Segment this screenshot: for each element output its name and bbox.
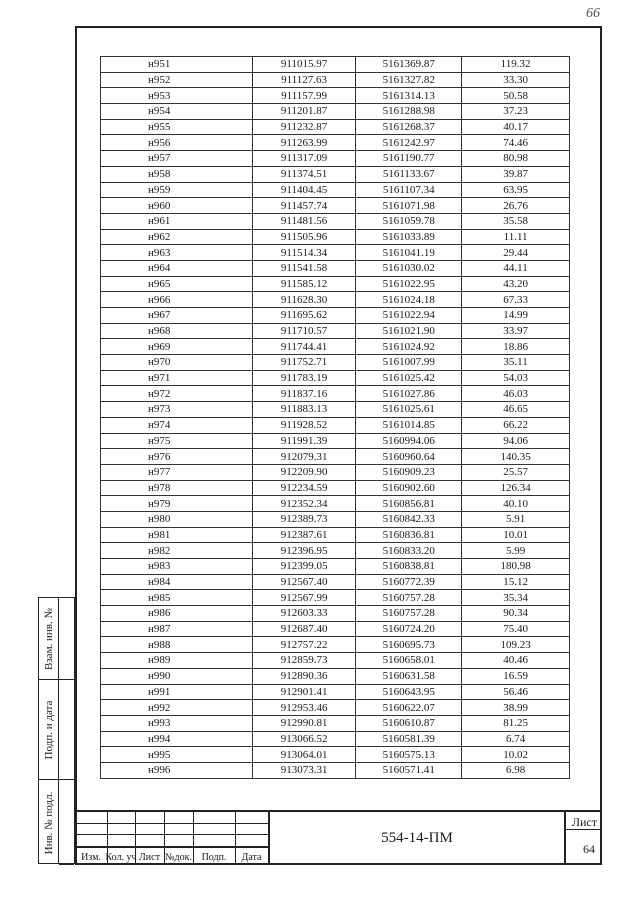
cell-x-coordinate: 912352.34 <box>252 496 355 512</box>
cell-distance: 38.99 <box>462 700 570 716</box>
cell-point-id: н970 <box>101 355 253 371</box>
cell-x-coordinate: 911744.41 <box>252 339 355 355</box>
cell-x-coordinate: 911837.16 <box>252 386 355 402</box>
cell-point-id: н963 <box>101 245 253 261</box>
cell-distance: 14.99 <box>462 308 570 324</box>
cell-y-coordinate: 5160838.81 <box>356 559 462 575</box>
cell-distance: 35.11 <box>462 355 570 371</box>
cell-y-coordinate: 5160571.41 <box>356 762 462 778</box>
sheet-number: 64 <box>583 842 595 856</box>
table-row <box>101 151 570 167</box>
cell-y-coordinate: 5160836.81 <box>356 527 462 543</box>
cell-point-id: н992 <box>101 700 253 716</box>
cell-x-coordinate: 912990.81 <box>252 715 355 731</box>
sheet-box <box>564 812 602 865</box>
cell-distance: 67.33 <box>462 292 570 308</box>
cell-y-coordinate: 5161025.42 <box>356 370 462 386</box>
cell-distance: 29.44 <box>462 245 570 261</box>
table-row <box>101 433 570 449</box>
table-row <box>101 574 570 590</box>
cell-distance: 35.58 <box>462 213 570 229</box>
side-blank-1 <box>59 598 74 680</box>
cell-x-coordinate: 913064.01 <box>252 747 355 763</box>
cell-distance: 18.86 <box>462 339 570 355</box>
cell-y-coordinate: 5160631.58 <box>356 668 462 684</box>
cell-y-coordinate: 5161369.87 <box>356 57 462 73</box>
table-row <box>101 527 570 543</box>
table-row <box>101 731 570 747</box>
cell-distance: 119.32 <box>462 57 570 73</box>
cell-distance: 5.91 <box>462 511 570 527</box>
cell-x-coordinate: 912234.59 <box>252 480 355 496</box>
cell-x-coordinate: 911514.34 <box>252 245 355 261</box>
table-row <box>101 104 570 120</box>
cell-y-coordinate: 5161071.98 <box>356 198 462 214</box>
cell-distance: 46.03 <box>462 386 570 402</box>
cell-y-coordinate: 5160757.28 <box>356 606 462 622</box>
cell-point-id: н954 <box>101 104 253 120</box>
cell-y-coordinate: 5161327.82 <box>356 72 462 88</box>
table-row <box>101 119 570 135</box>
cell-y-coordinate: 5160724.20 <box>356 621 462 637</box>
cell-x-coordinate: 912603.33 <box>252 606 355 622</box>
cell-distance: 33.30 <box>462 72 570 88</box>
cell-y-coordinate: 5160622.07 <box>356 700 462 716</box>
cell-y-coordinate: 5161242.97 <box>356 135 462 151</box>
cell-y-coordinate: 5161030.02 <box>356 260 462 276</box>
table-row <box>101 417 570 433</box>
cell-distance: 6.98 <box>462 762 570 778</box>
cell-x-coordinate: 913073.31 <box>252 762 355 778</box>
cell-y-coordinate: 5161022.94 <box>356 308 462 324</box>
cell-point-id: н994 <box>101 731 253 747</box>
cell-x-coordinate: 912890.36 <box>252 668 355 684</box>
cell-y-coordinate: 5160575.13 <box>356 747 462 763</box>
cell-y-coordinate: 5161288.98 <box>356 104 462 120</box>
cell-distance: 39.87 <box>462 166 570 182</box>
cell-distance: 56.46 <box>462 684 570 700</box>
cell-point-id: н956 <box>101 135 253 151</box>
cell-point-id: н971 <box>101 370 253 386</box>
table-row <box>101 355 570 371</box>
table-row <box>101 747 570 763</box>
cell-x-coordinate: 912687.40 <box>252 621 355 637</box>
cell-distance: 66.22 <box>462 417 570 433</box>
cell-point-id: н976 <box>101 449 253 465</box>
cell-y-coordinate: 5161190.77 <box>356 151 462 167</box>
table-row <box>101 260 570 276</box>
stamp-row-line-3 <box>75 846 268 848</box>
cell-point-id: н958 <box>101 166 253 182</box>
cell-point-id: н977 <box>101 464 253 480</box>
cell-y-coordinate: 5161027.86 <box>356 386 462 402</box>
cell-y-coordinate: 5160757.28 <box>356 590 462 606</box>
table-row <box>101 386 570 402</box>
cell-distance: 35.34 <box>462 590 570 606</box>
cell-x-coordinate: 912399.05 <box>252 559 355 575</box>
cell-distance: 6.74 <box>462 731 570 747</box>
cell-x-coordinate: 911157.99 <box>252 88 355 104</box>
table-row <box>101 166 570 182</box>
cell-distance: 37.23 <box>462 104 570 120</box>
table-row <box>101 72 570 88</box>
table-row <box>101 637 570 653</box>
cell-distance: 40.10 <box>462 496 570 512</box>
cell-y-coordinate: 5161268.37 <box>356 119 462 135</box>
title-block <box>75 810 602 865</box>
stamp-col-podp: Подп. <box>201 852 227 863</box>
cell-distance: 140.35 <box>462 449 570 465</box>
cell-distance: 90.34 <box>462 606 570 622</box>
table-row <box>101 276 570 292</box>
stamp-col-izm: Изм. <box>81 852 101 863</box>
cell-point-id: н967 <box>101 308 253 324</box>
cell-x-coordinate: 911015.97 <box>252 57 355 73</box>
cell-point-id: н969 <box>101 339 253 355</box>
coordinates-table-body <box>101 57 570 779</box>
cell-x-coordinate: 911481.56 <box>252 213 355 229</box>
cell-x-coordinate: 911127.63 <box>252 72 355 88</box>
side-cell-podp-data <box>39 680 58 780</box>
cell-distance: 5.99 <box>462 543 570 559</box>
cell-x-coordinate: 911201.87 <box>252 104 355 120</box>
table-row <box>101 590 570 606</box>
cell-x-coordinate: 912901.41 <box>252 684 355 700</box>
cell-distance: 33.97 <box>462 323 570 339</box>
table-row <box>101 762 570 778</box>
cell-y-coordinate: 5161014.85 <box>356 417 462 433</box>
cell-y-coordinate: 5161107.34 <box>356 182 462 198</box>
stamp-col-data: Дата <box>241 852 262 863</box>
cell-distance: 63.95 <box>462 182 570 198</box>
cell-x-coordinate: 912209.90 <box>252 464 355 480</box>
cell-point-id: н996 <box>101 762 253 778</box>
cell-x-coordinate: 911585.12 <box>252 276 355 292</box>
cell-y-coordinate: 5160994.06 <box>356 433 462 449</box>
cell-x-coordinate: 911263.99 <box>252 135 355 151</box>
cell-x-coordinate: 913066.52 <box>252 731 355 747</box>
cell-x-coordinate: 911752.71 <box>252 355 355 371</box>
side-binding-strip <box>38 597 59 864</box>
side-cell-inv-podl <box>39 780 58 865</box>
cell-y-coordinate: 5161041.19 <box>356 245 462 261</box>
cell-point-id: н983 <box>101 559 253 575</box>
cell-y-coordinate: 5161024.92 <box>356 339 462 355</box>
cell-point-id: н993 <box>101 715 253 731</box>
cell-point-id: н989 <box>101 653 253 669</box>
table-row <box>101 449 570 465</box>
cell-distance: 26.76 <box>462 198 570 214</box>
table-row <box>101 543 570 559</box>
cell-point-id: н972 <box>101 386 253 402</box>
table-row <box>101 402 570 418</box>
cell-x-coordinate: 911404.45 <box>252 182 355 198</box>
cell-distance: 80.98 <box>462 151 570 167</box>
stamp-col-list: Лист <box>139 852 160 863</box>
cell-x-coordinate: 911505.96 <box>252 229 355 245</box>
stamp-row-line-2 <box>75 834 268 835</box>
table-row <box>101 213 570 229</box>
cell-point-id: н985 <box>101 590 253 606</box>
cell-x-coordinate: 911883.13 <box>252 402 355 418</box>
cell-distance: 50.58 <box>462 88 570 104</box>
side-cell-vzam <box>39 598 58 680</box>
cell-point-id: н955 <box>101 119 253 135</box>
cell-y-coordinate: 5160902.60 <box>356 480 462 496</box>
cell-y-coordinate: 5160643.95 <box>356 684 462 700</box>
coordinates-table <box>100 56 570 779</box>
cell-point-id: н953 <box>101 88 253 104</box>
cell-point-id: н959 <box>101 182 253 198</box>
cell-point-id: н980 <box>101 511 253 527</box>
cell-y-coordinate: 5161007.99 <box>356 355 462 371</box>
stamp-row-line-1 <box>75 823 268 824</box>
cell-point-id: н995 <box>101 747 253 763</box>
cell-x-coordinate: 912079.31 <box>252 449 355 465</box>
cell-y-coordinate: 5160610.87 <box>356 715 462 731</box>
cell-x-coordinate: 912953.46 <box>252 700 355 716</box>
side-binding-strip-blank <box>59 597 75 864</box>
cell-x-coordinate: 912396.95 <box>252 543 355 559</box>
cell-point-id: н951 <box>101 57 253 73</box>
side-blank-3 <box>59 780 74 865</box>
table-row <box>101 57 570 73</box>
cell-y-coordinate: 5160772.39 <box>356 574 462 590</box>
table-row <box>101 480 570 496</box>
cell-distance: 15.12 <box>462 574 570 590</box>
table-row <box>101 715 570 731</box>
table-row <box>101 464 570 480</box>
cell-distance: 44.11 <box>462 260 570 276</box>
cell-x-coordinate: 911695.62 <box>252 308 355 324</box>
cell-point-id: н978 <box>101 480 253 496</box>
cell-distance: 109.23 <box>462 637 570 653</box>
cell-distance: 81.25 <box>462 715 570 731</box>
cell-y-coordinate: 5161314.13 <box>356 88 462 104</box>
cell-y-coordinate: 5161025.61 <box>356 402 462 418</box>
cell-point-id: н990 <box>101 668 253 684</box>
stamp-col-ndok: №док. <box>165 852 192 863</box>
table-row <box>101 198 570 214</box>
cell-y-coordinate: 5160658.01 <box>356 653 462 669</box>
table-row <box>101 668 570 684</box>
cell-x-coordinate: 911710.57 <box>252 323 355 339</box>
cell-y-coordinate: 5160856.81 <box>356 496 462 512</box>
table-row <box>101 606 570 622</box>
table-row <box>101 559 570 575</box>
cell-y-coordinate: 5160909.23 <box>356 464 462 480</box>
table-row <box>101 684 570 700</box>
cell-y-coordinate: 5161133.67 <box>356 166 462 182</box>
cell-distance: 74.46 <box>462 135 570 151</box>
handwritten-page-number: 66 <box>586 6 600 21</box>
table-row <box>101 292 570 308</box>
cell-point-id: н982 <box>101 543 253 559</box>
cell-x-coordinate: 911541.58 <box>252 260 355 276</box>
cell-distance: 25.57 <box>462 464 570 480</box>
cell-x-coordinate: 911991.39 <box>252 433 355 449</box>
cell-y-coordinate: 5161059.78 <box>356 213 462 229</box>
cell-point-id: н991 <box>101 684 253 700</box>
cell-distance: 40.46 <box>462 653 570 669</box>
cell-point-id: н979 <box>101 496 253 512</box>
cell-distance: 180.98 <box>462 559 570 575</box>
cell-x-coordinate: 912387.61 <box>252 527 355 543</box>
side-label-vzam: Взам. инв. № <box>42 607 55 670</box>
table-row <box>101 88 570 104</box>
cell-point-id: н952 <box>101 72 253 88</box>
cell-point-id: н960 <box>101 198 253 214</box>
cell-distance: 10.01 <box>462 527 570 543</box>
cell-y-coordinate: 5161024.18 <box>356 292 462 308</box>
cell-point-id: н962 <box>101 229 253 245</box>
table-row <box>101 135 570 151</box>
cell-distance: 10.02 <box>462 747 570 763</box>
cell-x-coordinate: 911457.74 <box>252 198 355 214</box>
cell-point-id: н974 <box>101 417 253 433</box>
cell-x-coordinate: 912567.40 <box>252 574 355 590</box>
cell-distance: 75.40 <box>462 621 570 637</box>
cell-distance: 16.59 <box>462 668 570 684</box>
cell-x-coordinate: 911374.51 <box>252 166 355 182</box>
cell-point-id: н964 <box>101 260 253 276</box>
cell-point-id: н966 <box>101 292 253 308</box>
cell-distance: 46.65 <box>462 402 570 418</box>
table-row <box>101 308 570 324</box>
cell-x-coordinate: 911317.09 <box>252 151 355 167</box>
cell-y-coordinate: 5160581.39 <box>356 731 462 747</box>
cell-y-coordinate: 5161022.95 <box>356 276 462 292</box>
table-row <box>101 496 570 512</box>
cell-distance: 43.20 <box>462 276 570 292</box>
cell-point-id: н984 <box>101 574 253 590</box>
cell-y-coordinate: 5160960.64 <box>356 449 462 465</box>
cell-point-id: н988 <box>101 637 253 653</box>
table-row <box>101 323 570 339</box>
cell-point-id: н986 <box>101 606 253 622</box>
table-row <box>101 700 570 716</box>
cell-x-coordinate: 911232.87 <box>252 119 355 135</box>
table-row <box>101 370 570 386</box>
table-row <box>101 653 570 669</box>
document-code: 554-14-ПМ <box>381 830 453 846</box>
cell-distance: 40.17 <box>462 119 570 135</box>
cell-x-coordinate: 911628.30 <box>252 292 355 308</box>
cell-distance: 126.34 <box>462 480 570 496</box>
cell-y-coordinate: 5160842.33 <box>356 511 462 527</box>
cell-x-coordinate: 912859.73 <box>252 653 355 669</box>
cell-point-id: н981 <box>101 527 253 543</box>
table-row <box>101 182 570 198</box>
table-row <box>101 245 570 261</box>
cell-y-coordinate: 5160833.20 <box>356 543 462 559</box>
cell-point-id: н961 <box>101 213 253 229</box>
table-row <box>101 511 570 527</box>
side-label-podp-data: Подп. и дата <box>42 700 55 759</box>
cell-distance: 94.06 <box>462 433 570 449</box>
cell-x-coordinate: 912757.22 <box>252 637 355 653</box>
cell-x-coordinate: 911783.19 <box>252 370 355 386</box>
cell-distance: 54.03 <box>462 370 570 386</box>
cell-x-coordinate: 911928.52 <box>252 417 355 433</box>
side-label-inv-podl: Инв. № подл. <box>42 791 55 854</box>
cell-point-id: н957 <box>101 151 253 167</box>
side-blank-2 <box>59 680 74 780</box>
cell-point-id: н973 <box>101 402 253 418</box>
sheet-label: Лист <box>571 815 597 829</box>
table-row <box>101 229 570 245</box>
cell-point-id: н987 <box>101 621 253 637</box>
stamp-col-kol-uch: Кол. уч <box>105 852 137 863</box>
cell-x-coordinate: 912389.73 <box>252 511 355 527</box>
cell-y-coordinate: 5161033.89 <box>356 229 462 245</box>
cell-y-coordinate: 5161021.90 <box>356 323 462 339</box>
cell-distance: 11.11 <box>462 229 570 245</box>
cell-x-coordinate: 912567.99 <box>252 590 355 606</box>
table-row <box>101 339 570 355</box>
cell-y-coordinate: 5160695.73 <box>356 637 462 653</box>
cell-point-id: н968 <box>101 323 253 339</box>
table-row <box>101 621 570 637</box>
cell-point-id: н965 <box>101 276 253 292</box>
cell-point-id: н975 <box>101 433 253 449</box>
